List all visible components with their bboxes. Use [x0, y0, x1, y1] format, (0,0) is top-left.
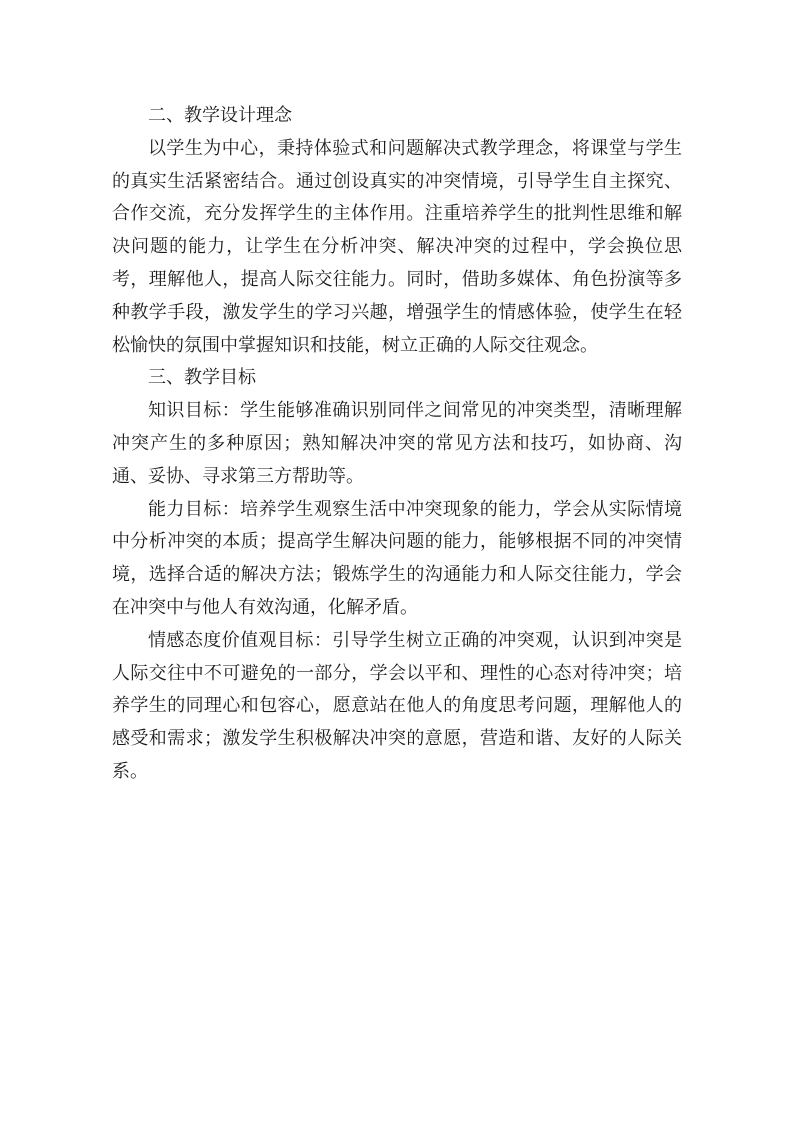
paragraph-design-concept: 以学生为中心，秉持体验式和问题解决式教学理念，将课堂与学生的真实生活紧密结合。通过创设真实的冲突情境，引导学生自主探究、合作交流，充分发挥学生的主体作用。注重培养学生的批判性思维和解决问题的能力，让学生在分析冲突、解决冲突的过程中，学会换位思考，理解他人，提高人际交往能力。同时，借助多媒体、角色扮演等多种教学手段，激发学生的学习兴趣，增强学生的情感体验，使学生在轻松愉快的氛围中掌握知识和技能，树立正确的人际交往观念。 — [112, 137, 682, 356]
paragraph-emotion-values-goal: 情感态度价值观目标：引导学生树立正确的冲突观，认识到冲突是人际交往中不可避免的一部分，学会以平和、理性的心态对待冲突；培养学生的同理心和包容心，愿意站在他人的角度思考问题，理解他人的感受和需求；激发学生积极解决冲突的意愿，营造和谐、友好的人际关系。 — [112, 629, 682, 782]
section-heading-teaching-goals: 三、教学目标 — [148, 367, 256, 389]
document-body — [112, 100, 682, 789]
paragraph-knowledge-goal: 知识目标：学生能够准确识别同伴之间常见的冲突类型，清晰理解冲突产生的多种原因；熟知解决冲突的常见方法和技巧，如协商、沟通、妥协、寻求第三方帮助等。 — [112, 400, 682, 487]
paragraph-ability-goal: 能力目标：培养学生观察生活中冲突现象的能力，学会从实际情境中分析冲突的本质；提高学生解决问题的能力，能够根据不同的冲突情境，选择合适的解决方法；锻炼学生的沟通能力和人际交往能力，学会在冲突中与他人有效沟通，化解矛盾。 — [112, 498, 682, 618]
section-heading-design-concept: 二、教学设计理念 — [148, 105, 292, 126]
